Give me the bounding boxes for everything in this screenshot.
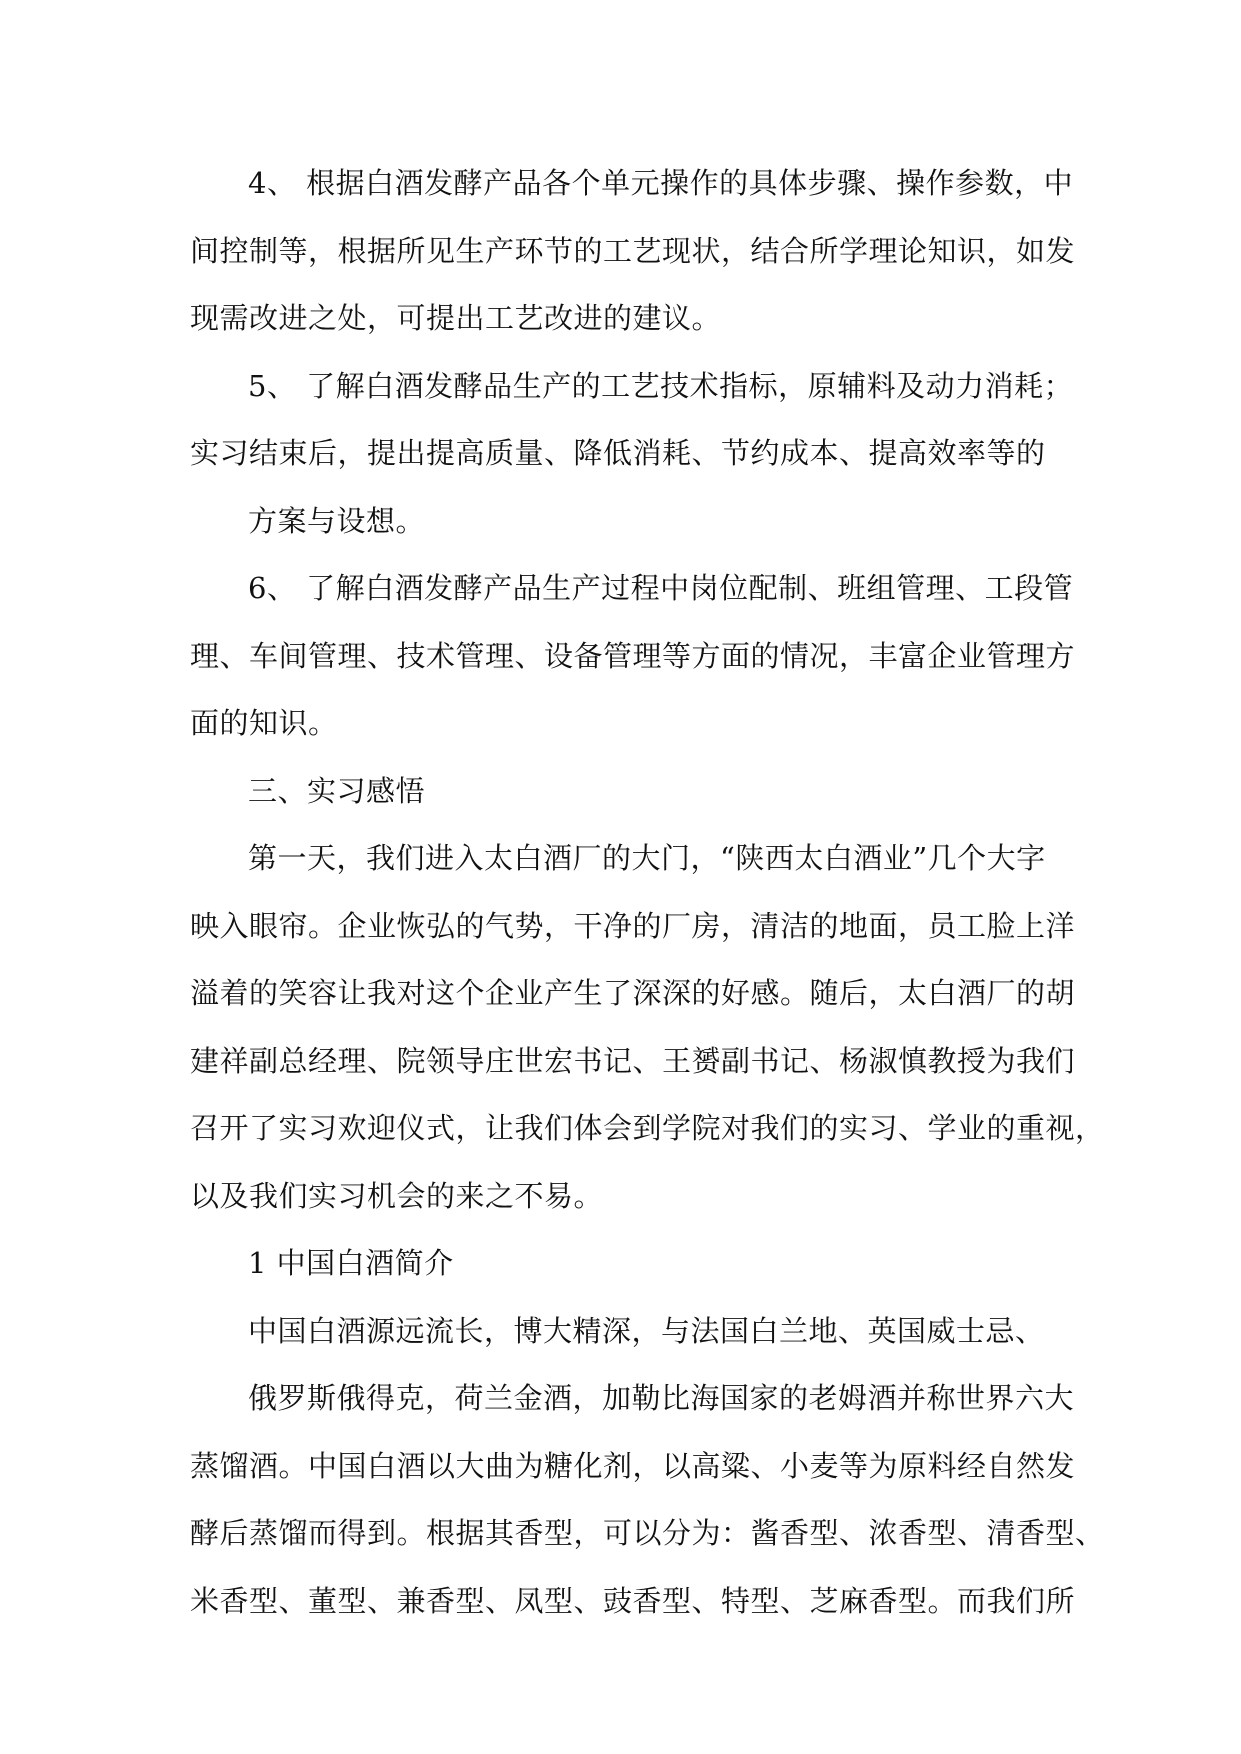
subsection-heading: 1 中国白酒简介 [248, 1246, 454, 1280]
text-line: 召开了实习欢迎仪式，让我们体会到学院对我们的实习、学业的重视， [190, 1111, 1105, 1145]
text-line: 建祥副总经理、院领导庄世宏书记、王赟副书记、杨淑慎教授为我们 [190, 1044, 1076, 1078]
text-line: 4、 根据白酒发酵产品各个单元操作的具体步骤、操作参数，中 [248, 166, 1074, 200]
text-line: 米香型、董型、兼香型、凤型、豉香型、特型、芝麻香型。而我们所 [190, 1584, 1076, 1618]
text-line: 现需改进之处，可提出工艺改进的建议。 [190, 301, 722, 335]
text-line: 间控制等，根据所见生产环节的工艺现状，结合所学理论知识，如发 [190, 234, 1076, 268]
text-line: 面的知识。 [190, 706, 338, 740]
text-line: 理、车间管理、技术管理、设备管理等方面的情况，丰富企业管理方 [190, 639, 1076, 673]
text-line: 中国白酒源远流长，博大精深，与法国白兰地、英国威士忌、 [248, 1314, 1045, 1348]
text-line: 方案与设想。 [248, 504, 426, 538]
text-line: 5、 了解白酒发酵品生产的工艺技术指标，原辅料及动力消耗； [248, 369, 1074, 403]
text-line: 第一天，我们进入太白酒厂的大门，“陕西太白酒业”几个大字 [248, 841, 1046, 875]
text-line: 以及我们实习机会的来之不易。 [190, 1179, 604, 1213]
text-line: 映入眼帘。企业恢弘的气势，干净的厂房，清洁的地面，员工脸上洋 [190, 909, 1076, 943]
section-heading: 三、实习感悟 [248, 774, 426, 808]
text-line: 溢着的笑容让我对这个企业产生了深深的好感。随后，太白酒厂的胡 [190, 976, 1076, 1010]
text-line: 酵后蒸馏而得到。根据其香型，可以分为：酱香型、浓香型、清香型、 [190, 1516, 1105, 1550]
text-line: 蒸馏酒。中国白酒以大曲为糖化剂，以高粱、小麦等为原料经自然发 [190, 1449, 1076, 1483]
text-line: 6、 了解白酒发酵产品生产过程中岗位配制、班组管理、工段管 [248, 571, 1074, 605]
text-line: 实习结束后，提出提高质量、降低消耗、节约成本、提高效率等的 [190, 436, 1046, 470]
text-line: 俄罗斯俄得克，荷兰金酒，加勒比海国家的老姆酒并称世界六大 [248, 1381, 1075, 1415]
